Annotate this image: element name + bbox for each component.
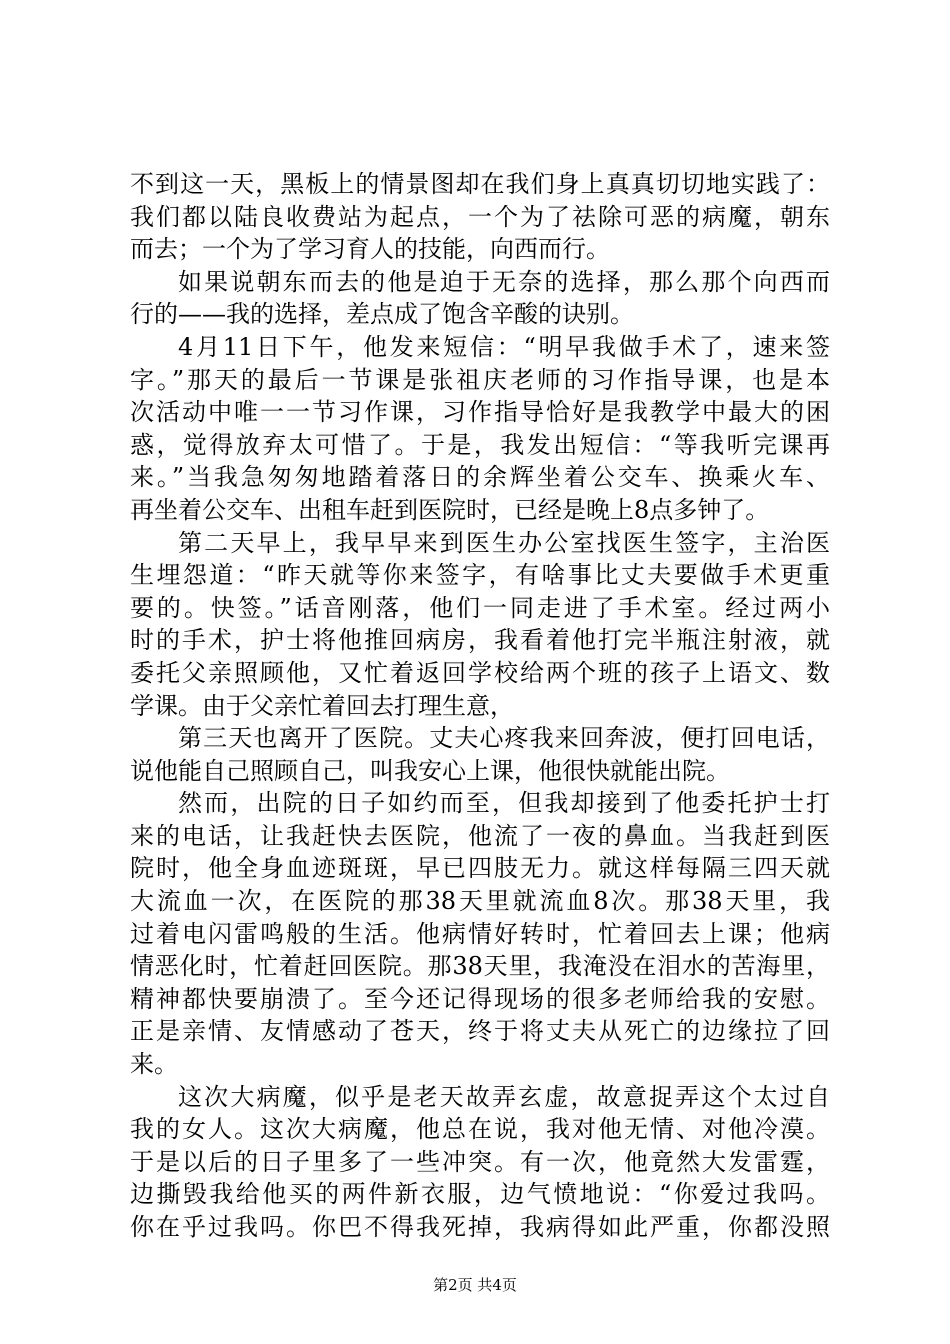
text-line: 说他能自己照顾自己，叫我安心上课，他很快就能出院。: [130, 756, 730, 785]
text-line: 边撕毁我给他买的两件新衣服，边气愤地说：“你爱过我吗。: [130, 1180, 830, 1209]
text-line: 要的。快签。”话音刚落，他们一同走进了手术室。经过两小: [130, 593, 830, 622]
text-line: 4月11日下午，他发来短信：“明早我做手术了，速来签: [178, 332, 830, 361]
text-line: 第三天也离开了医院。丈夫心疼我来回奔波，便打回电话，: [178, 724, 830, 753]
text-line: 生埋怨道：“昨天就等你来签字，有啥事比丈夫要做手术更重: [130, 561, 830, 590]
text-line: 精神都快要崩溃了。至今还记得现场的很多老师给我的安慰。: [130, 984, 830, 1013]
text-line: 我们都以陆良收费站为起点，一个为了祛除可恶的病魔，朝东: [130, 202, 830, 231]
text-line: 来。: [130, 1050, 178, 1079]
text-line: 来。”当我急匆匆地踏着落日的余辉坐着公交车、换乘火车、: [130, 463, 830, 492]
text-line: 第二天早上，我早早来到医生办公室找医生签字，主治医: [178, 528, 830, 557]
text-line: 情恶化时，忙着赶回医院。那38天里，我淹没在泪水的苦海里，: [130, 952, 830, 981]
text-line: 于是以后的日子里多了一些冲突。有一次，他竟然大发雷霆，: [130, 1147, 830, 1176]
text-line: 委托父亲照顾他，又忙着返回学校给两个班的孩子上语文、数: [130, 658, 830, 687]
text-line: 过着电闪雷鸣般的生活。他病情好转时，忙着回去上课；他病: [130, 919, 830, 948]
text-line: 时的手术，护士将他推回病房，我看着他打完半瓶注射液，就: [130, 626, 830, 655]
text-line: 这次大病魔，似乎是老天故弄玄虚，故意捉弄这个太过自: [178, 1082, 830, 1111]
page-footer: 第2页 共4页: [433, 1276, 517, 1294]
text-line: 我的女人。这次大病魔，他总在说，我对他无情、对他冷漠。: [130, 1115, 830, 1144]
text-line: 正是亲情、友情感动了苍天，终于将丈夫从死亡的边缘拉了回: [130, 1017, 830, 1046]
text-line: 不到这一天，黑板上的情景图却在我们身上真真切切地实践了：: [130, 170, 830, 198]
text-line: 院时，他全身血迹斑斑，早已四肢无力。就这样每隔三四天就: [130, 854, 830, 883]
text-line: 然而，出院的日子如约而至，但我却接到了他委托护士打: [178, 789, 830, 818]
text-line: 你在乎过我吗。你巴不得我死掉，我病得如此严重，你都没照: [130, 1213, 830, 1241]
text-line: 学课。由于父亲忙着回去打理生意，: [130, 691, 514, 720]
text-line: 来的电话，让我赶快去医院，他流了一夜的鼻血。当我赶到医: [130, 821, 830, 850]
text-line: 字。”那天的最后一节课是张祖庆老师的习作指导课，也是本: [130, 365, 830, 394]
text-line: 再坐着公交车、出租车赶到医院时，已经是晚上8点多钟了。: [130, 495, 770, 524]
body-text: [130, 168, 830, 1244]
text-line: 而去；一个为了学习育人的技能，向西而行。: [130, 235, 610, 264]
text-line: 惑，觉得放弃太可惜了。于是，我发出短信：“等我听完课再: [130, 430, 830, 459]
text-line: 大流血一次，在医院的那38天里就流血8次。那38天里，我: [130, 887, 830, 916]
text-line: 次活动中唯一一节习作课，习作指导恰好是我教学中最大的困: [130, 398, 830, 427]
text-line: 行的——我的选择，差点成了饱含辛酸的诀别。: [130, 300, 634, 329]
text-line: 如果说朝东而去的他是迫于无奈的选择，那么那个向西而: [178, 267, 830, 296]
